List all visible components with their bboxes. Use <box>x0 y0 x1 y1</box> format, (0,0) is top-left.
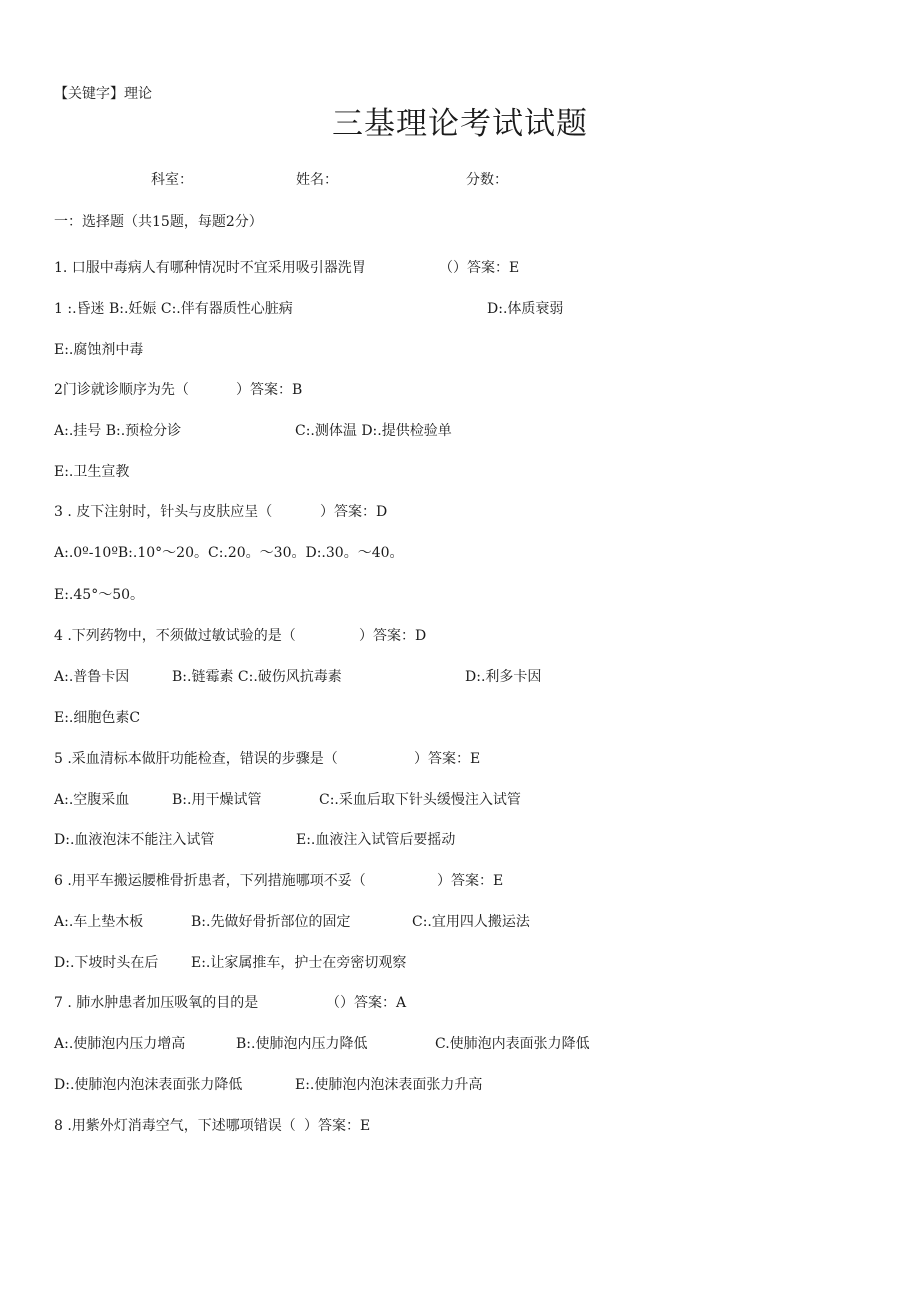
answer-text: ）答案：D <box>320 504 388 520</box>
question-line <box>54 1116 874 1136</box>
department-field-label: 科室： <box>151 172 193 188</box>
name-field-label: 姓名： <box>296 172 338 188</box>
question-text: 8 .用紫外灯消毒空气，下述哪项错误（ <box>54 1118 296 1134</box>
question-text: 5 .采血清标本做肝功能检查，错误的步骤是（ <box>54 751 338 767</box>
option-text: C.使肺泡内表面张力降低 <box>435 1036 590 1052</box>
option-text: D:.体质衰弱 <box>487 301 564 317</box>
option-text: C:.宜用四人搬运法 <box>412 914 530 930</box>
option-text: E:.使肺泡内泡沫表面张力升高 <box>295 1077 483 1093</box>
question-line <box>54 871 874 891</box>
option-text: D:.使肺泡内泡沫表面张力降低 <box>54 1077 243 1093</box>
question-line <box>54 502 874 522</box>
option-text: A:.普鲁卡因 <box>54 669 130 685</box>
question-text: 7 . 肺水肿患者加压吸氧的目的是 <box>54 995 259 1011</box>
question-line <box>54 380 874 400</box>
option-text: A:.车上垫木板 <box>54 914 144 930</box>
question-text: 1. 口服中毒病人有哪种情况时不宜采用吸引器洗胃 <box>54 260 366 276</box>
option-text: D:.利多卡因 <box>465 669 542 685</box>
options-line <box>54 299 874 319</box>
answer-text: ）答案：D <box>359 628 427 644</box>
question-line <box>54 993 874 1013</box>
options-line <box>54 830 874 850</box>
option-text: B:.链霉素 C:.破伤风抗毒素 <box>172 669 342 685</box>
options-line <box>54 790 874 810</box>
question-line <box>54 258 874 278</box>
option-text: B:.使肺泡内压力降低 <box>236 1036 368 1052</box>
question-text: 4 .下列药物中，不须做过敏试验的是（ <box>54 628 296 644</box>
options-line <box>54 953 874 973</box>
question-line <box>54 626 874 646</box>
options-line: E:.细胞色素C <box>54 710 141 726</box>
answer-text: ）答案：E <box>304 1118 371 1134</box>
document-title: 三基理论考试试题 <box>332 106 588 142</box>
options-line <box>54 1075 874 1095</box>
options-line: A:.0º-10ºB:.10°～20。C:.20。～30。D:.30。～40。 <box>54 545 404 561</box>
answer-text: ）答案：E <box>414 751 481 767</box>
question-line <box>54 749 874 769</box>
options-line: E:.45°～50。 <box>54 587 145 603</box>
option-text: A:.挂号 B:.预检分诊 <box>54 423 182 439</box>
option-text: C:.测体温 D:.提供检验单 <box>295 423 452 439</box>
option-text: B:.用干燥试管 <box>172 792 262 808</box>
answer-text: （）答案：A <box>326 995 407 1011</box>
option-text: E:.让家属推车，护士在旁密切观察 <box>191 955 407 971</box>
option-text: D:.血液泡沫不能注入试管 <box>54 832 215 848</box>
option-text: E:.血液注入试管后要摇动 <box>296 832 456 848</box>
section-heading: 一：选择题（共15题，每题2分） <box>54 214 263 230</box>
options-line: E:.腐蚀剂中毒 <box>54 342 144 358</box>
question-text: 3 . 皮下注射时，针头与皮肤应呈（ <box>54 504 273 520</box>
option-text: C:.采血后取下针头缓慢注入试管 <box>319 792 521 808</box>
options-line <box>54 667 874 687</box>
question-text: 2门诊就诊顺序为先（ <box>54 382 189 398</box>
options-line <box>54 1034 874 1054</box>
question-text: 6 .用平车搬运腰椎骨折患者，下列措施哪项不妥（ <box>54 873 366 889</box>
option-text: 1 :.昏迷 B:.妊娠 C:.伴有器质性心脏病 <box>54 301 293 317</box>
answer-text: （）答案：E <box>439 260 520 276</box>
keyword-line: 【关键字】理论 <box>54 86 152 102</box>
options-line <box>54 912 874 932</box>
score-field-label: 分数： <box>466 172 508 188</box>
option-text: A:.空腹采血 <box>54 792 130 808</box>
options-line: E:.卫生宣教 <box>54 464 130 480</box>
answer-text: ）答案：E <box>437 873 504 889</box>
option-text: D:.下坡时头在后 <box>54 955 159 971</box>
options-line <box>54 421 874 441</box>
answer-text: ）答案：B <box>236 382 303 398</box>
option-text: A:.使肺泡内压力增高 <box>54 1036 186 1052</box>
option-text: B:.先做好骨折部位的固定 <box>191 914 351 930</box>
